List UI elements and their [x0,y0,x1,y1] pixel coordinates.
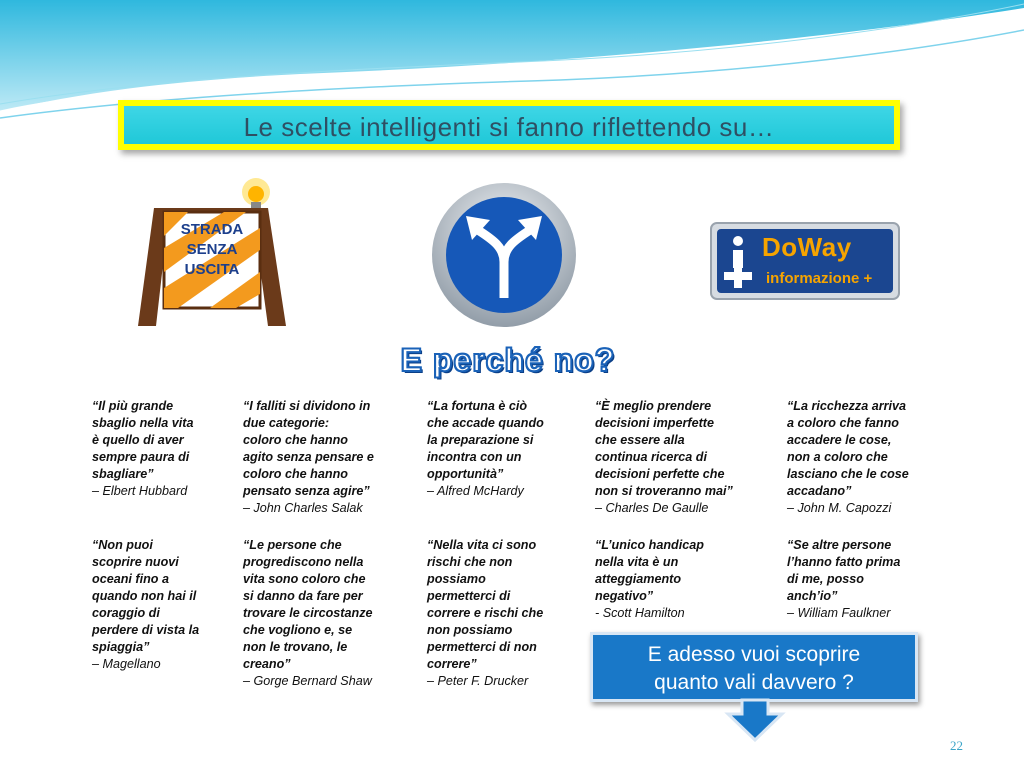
quote-author: – Gorge Bernard Shaw [243,674,372,688]
headline: E perché no? [400,342,616,378]
quote-author: – Elbert Hubbard [92,484,188,498]
down-arrow-icon [724,698,786,742]
quote-text: “Le persone che progrediscono nella vita sono coloro che si danno da fare per trovare le circostanze che vogliono e, se non le trovano, le creano” [243,538,373,671]
fork-road-icon [428,180,580,330]
quote-block [787,398,937,517]
quote-block [427,537,577,690]
cta-button[interactable] [590,632,918,702]
quote-block [427,398,577,500]
doway-brand: DoWay [762,232,852,262]
title-banner-inner [124,106,894,144]
sign-line-3: USCITA [184,261,240,278]
quote-text: “Se altre persone l’hanno fatto prima di me, posso anch’io” [787,538,901,603]
quote-text: “Non puoi scoprire nuovi oceani fino a quando non hai il coraggio di perdere di vista la spiaggia” [92,538,200,654]
quote-block [595,537,765,622]
slide-title: Le scelte intelligenti si fanno riflettendo su… [243,112,775,142]
quote-block [787,537,937,622]
page-number: 22 [950,738,963,753]
doway-subtitle: informazione + [766,270,873,287]
quote-block [92,398,232,500]
sign-line-1: STRADA [180,221,244,238]
quote-block [243,537,403,690]
dead-end-sign-image [118,168,286,330]
quote-author: – William Faulkner [787,606,891,620]
title-banner [118,100,900,150]
quote-text: “La fortuna è ciò che accade quando la preparazione si incontra con un opportunità” [427,399,544,481]
quote-block [92,537,232,673]
quote-text: “Nella vita ci sono rischi che non possiamo permetterci di correre e rischi che non possiamo permetterci di non correre” [427,538,544,671]
quote-text: “I falliti si dividono in due categorie: coloro che hanno agito senza pensare e coloro che hanno pensato senza agire” [243,399,374,498]
quote-author: – Magellano [92,657,161,671]
cta-label: E adesso vuoi scoprire quanto vali davvero ? [647,643,861,694]
quote-author: – Alfred McHardy [427,484,524,498]
quote-author: – Charles De Gaulle [595,501,709,515]
quote-author: – Peter F. Drucker [427,674,529,688]
sign-line-2: SENZA [186,241,238,258]
quote-text: “L’unico handicap nella vita è un atteggiamento negativo” [595,538,704,603]
quote-text: “È meglio prendere decisioni imperfette che essere alla continua ricerca di decisioni perfette che non si troveranno mai” [595,399,733,498]
quote-author: - Scott Hamilton [595,606,685,620]
quote-text: “La ricchezza arriva a coloro che fanno accadere le cose, non a coloro che lasciano che le cose accadano” [787,399,909,498]
quote-text: “Il più grande sbaglio nella vita è quello di aver sempre paura di sbagliare” [92,399,194,481]
quote-block [595,398,765,517]
quote-author: – John M. Capozzi [787,501,892,515]
quote-block [243,398,403,517]
quote-author: – John Charles Salak [243,501,363,515]
